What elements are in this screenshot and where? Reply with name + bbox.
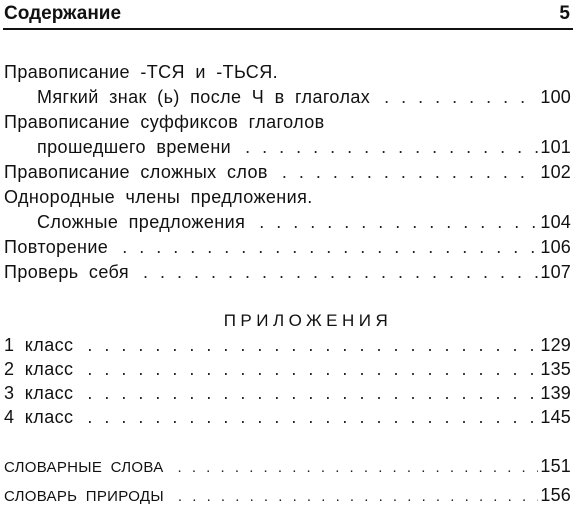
appendix-title: ПРИЛОЖЕНИЯ xyxy=(223,311,393,330)
toc-entry-page: 104 xyxy=(540,212,571,232)
toc-entry xyxy=(4,112,571,136)
toc-entry xyxy=(37,87,571,111)
toc-entry-text: Правописание сложных слов xyxy=(4,162,268,182)
appendix-entry-page: 145 xyxy=(540,407,571,427)
toc-entry-text: Проверь себя xyxy=(4,262,129,282)
toc-entry xyxy=(4,62,571,86)
toc-entry xyxy=(4,237,571,261)
appendix-entry-text: 3 класс xyxy=(4,383,74,403)
toc-entry-page: 106 xyxy=(540,237,571,257)
dictionary-entry-page: 156 xyxy=(540,485,571,505)
dictionary-entry xyxy=(4,485,571,509)
dot-leader xyxy=(143,262,538,283)
toc-entry xyxy=(37,137,571,161)
dot-leader xyxy=(87,335,538,356)
dot-leader xyxy=(282,162,538,183)
toc-entry-page: 101 xyxy=(540,137,571,157)
appendix-entry-text: 2 класс xyxy=(4,359,74,379)
appendix-entry-page: 139 xyxy=(540,383,571,403)
toc-entry xyxy=(37,212,571,236)
page-number: 5 xyxy=(559,3,570,24)
dot-leader xyxy=(245,137,538,158)
toc-entry-text: прошедшего времени xyxy=(37,137,232,157)
toc-entry-text: Сложные предложения xyxy=(37,212,246,232)
dot-leader xyxy=(87,407,538,428)
toc-entry-text: Правописание -ТСЯ и -ТЬСЯ. xyxy=(4,62,278,82)
toc-entry xyxy=(4,187,571,211)
dot-leader xyxy=(384,87,538,108)
appendix-entry xyxy=(4,335,571,359)
toc-entry-text: Однородные члены предложения. xyxy=(4,187,313,207)
toc-entry-page: 107 xyxy=(540,262,571,282)
dot-leader xyxy=(87,359,538,380)
toc-entry-page: 100 xyxy=(540,87,571,107)
dictionary-entry-text: СЛОВАРЬ ПРИРОДЫ xyxy=(4,488,164,505)
toc-entry-text: Повторение xyxy=(4,237,109,257)
appendix-entry xyxy=(4,383,571,407)
toc-entry-text: Правописание суффиксов глаголов xyxy=(4,112,325,132)
appendix-entry xyxy=(4,359,571,383)
page-header xyxy=(4,2,570,26)
dictionary-entry xyxy=(4,456,571,480)
toc-entry xyxy=(4,262,571,286)
appendix-entry-page: 129 xyxy=(540,335,571,355)
appendix-entry-text: 1 класс xyxy=(4,335,74,355)
appendix-entry xyxy=(4,407,571,431)
dot-leader xyxy=(87,383,538,404)
page-title: Содержание xyxy=(4,3,122,24)
dot-leader xyxy=(178,488,538,505)
dot-leader xyxy=(178,459,539,476)
toc-entry-page: 102 xyxy=(540,162,571,182)
header-divider xyxy=(3,28,573,30)
toc-entry xyxy=(4,162,571,186)
dictionary-entry-page: 151 xyxy=(540,456,571,476)
appendix-entry-text: 4 класс xyxy=(4,407,74,427)
dot-leader xyxy=(259,212,538,233)
toc-entry-text: Мягкий знак (ь) после Ч в глаголах xyxy=(37,87,371,107)
appendix-entry-page: 135 xyxy=(540,359,571,379)
dictionary-entry-text: СЛОВАРНЫЕ СЛОВА xyxy=(4,459,164,476)
dot-leader xyxy=(122,237,538,258)
